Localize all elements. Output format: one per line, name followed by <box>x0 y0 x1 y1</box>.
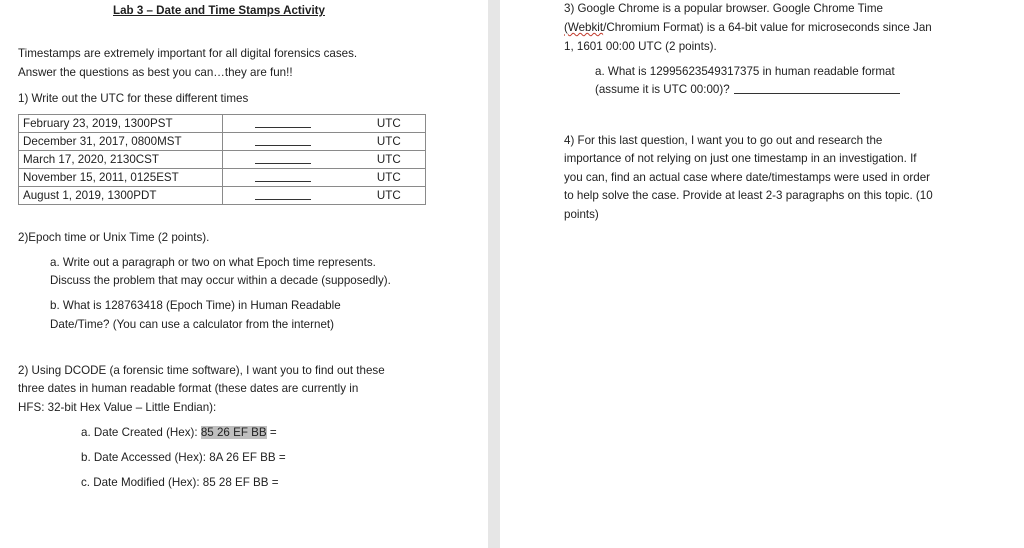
question-2a-line-1: a. Write out a paragraph or two on what Epoch time represents. <box>50 256 376 269</box>
utc-suffix-cell: UTC <box>373 151 426 169</box>
date-modified-equals: = <box>268 476 279 489</box>
answer-cell[interactable] <box>223 151 373 169</box>
page-title: Lab 3 – Date and Time Stamps Activity <box>113 4 325 17</box>
question-2a-line-2: Discuss the problem that may occur within a decade (supposedly). <box>50 274 391 287</box>
date-accessed-label: b. Date Accessed (Hex): <box>81 451 210 464</box>
question-4-line-4: to help solve the case. Provide at least 2-3 paragraphs on this topic. (10 <box>564 189 933 202</box>
date-created-hex: 85 26 EF BB <box>200 426 267 439</box>
date-accessed-hex: 8A 26 EF BB <box>209 451 276 464</box>
question-2b-line-1: b. What is 128763418 (Epoch Time) in Human Readable <box>50 299 341 312</box>
question-3a-line-2 <box>595 81 900 99</box>
date-accessed-equals: = <box>275 451 286 464</box>
question-3-line-2-rest: /Chromium Format) is a 64-bit value for microseconds since Jan <box>603 21 932 34</box>
answer-blank[interactable] <box>255 115 311 128</box>
utc-suffix-cell: UTC <box>373 169 426 187</box>
answer-blank[interactable] <box>255 133 311 146</box>
question-4-line-2: importance of not relying on just one timestamp in an investigation. If <box>564 152 917 165</box>
question-3-open-paren: ( <box>564 21 568 34</box>
time-cell: March 17, 2020, 2130CST <box>19 151 223 169</box>
date-created-equals: = <box>266 426 277 439</box>
spellcheck-word-webkit: Webkit <box>567 21 604 34</box>
question-3a-line-2-text: (assume it is UTC 00:00)? <box>595 83 730 96</box>
time-cell: February 23, 2019, 1300PST <box>19 115 223 133</box>
table-row <box>19 187 426 205</box>
intro-text-line-1: Timestamps are extremely important for all digital forensics cases. <box>18 47 358 60</box>
question-3-line-2 <box>564 19 932 37</box>
answer-blank[interactable] <box>255 151 311 164</box>
answer-cell[interactable] <box>223 133 373 151</box>
question-4-line-5: points) <box>564 208 599 221</box>
table-row <box>19 133 426 151</box>
question-2-heading: 2)Epoch time or Unix Time (2 points). <box>18 231 210 244</box>
answer-cell[interactable] <box>223 115 373 133</box>
question-4-line-1: 4) For this last question, I want you to go out and research the <box>564 134 883 147</box>
time-cell: August 1, 2019, 1300PDT <box>19 187 223 205</box>
table-row <box>19 151 426 169</box>
intro-text-line-2: Answer the questions as best you can…they are fun!! <box>18 66 293 79</box>
answer-blank[interactable] <box>255 187 311 200</box>
date-modified-item <box>81 474 279 492</box>
table-row <box>19 115 426 133</box>
answer-blank[interactable] <box>255 169 311 182</box>
table-row <box>19 169 426 187</box>
utc-conversion-table <box>18 114 426 205</box>
question-dcode-line-2: three dates in human readable format (these dates are currently in <box>18 382 359 395</box>
question-3a-line-1: a. What is 12995623549317375 in human readable format <box>595 65 895 78</box>
time-cell: December 31, 2017, 0800MST <box>19 133 223 151</box>
question-4-line-3: you can, find an actual case where date/timestamps were used in order <box>564 171 931 184</box>
time-cell: November 15, 2011, 0125EST <box>19 169 223 187</box>
utc-suffix-cell: UTC <box>373 115 426 133</box>
document-page-left <box>0 0 488 548</box>
question-3-line-3: 1, 1601 00:00 UTC (2 points). <box>564 40 717 53</box>
answer-blank-3a[interactable] <box>734 82 900 94</box>
question-1-heading: 1) Write out the UTC for these different times <box>18 92 249 105</box>
answer-cell[interactable] <box>223 187 373 205</box>
question-2b-line-2: Date/Time? (You can use a calculator from the internet) <box>50 318 334 331</box>
date-modified-label: c. Date Modified (Hex): <box>81 476 203 489</box>
utc-suffix-cell: UTC <box>373 133 426 151</box>
date-accessed-item <box>81 449 286 467</box>
question-dcode-line-1: 2) Using DCODE (a forensic time software), I want you to find out these <box>18 364 385 377</box>
date-modified-hex: 85 28 EF BB <box>202 476 269 489</box>
answer-cell[interactable] <box>223 169 373 187</box>
date-created-item <box>81 424 277 442</box>
question-3-line-1: 3) Google Chrome is a popular browser. Google Chrome Time <box>564 2 883 15</box>
utc-suffix-cell: UTC <box>373 187 426 205</box>
question-dcode-line-3: HFS: 32-bit Hex Value – Little Endian): <box>18 401 217 414</box>
document-page-right <box>500 0 1024 548</box>
page-gutter <box>488 0 500 548</box>
date-created-label: a. Date Created (Hex): <box>81 426 201 439</box>
